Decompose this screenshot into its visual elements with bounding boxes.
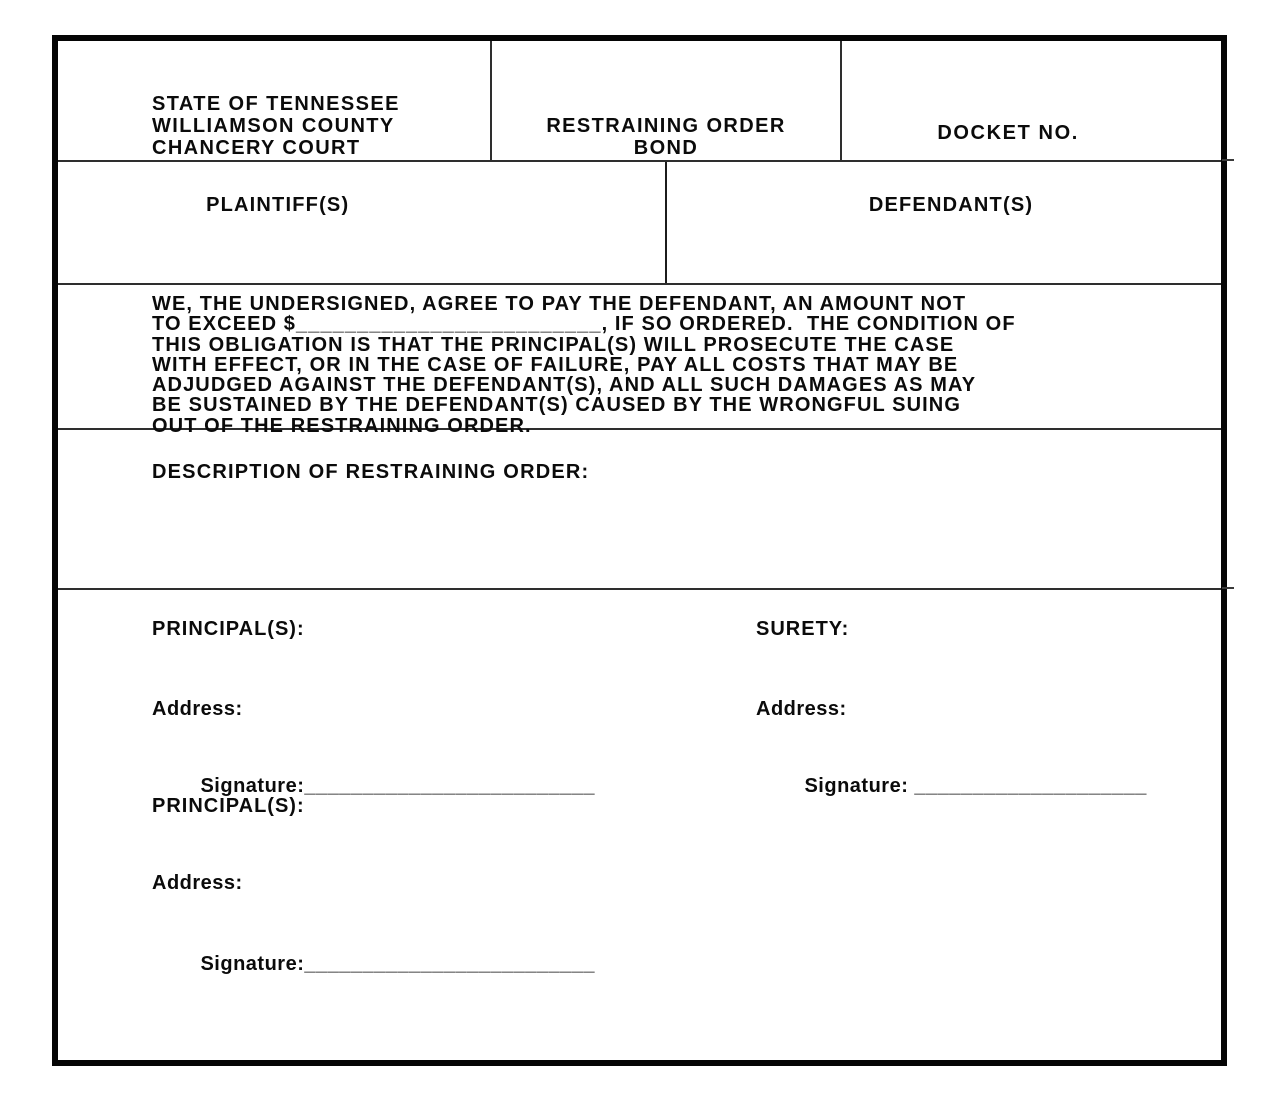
agreement-text-line: OUT OF THE RESTRAINING ORDER.: [152, 414, 532, 437]
form-title-line-2: BOND: [633, 137, 699, 159]
principal2-signature-blank: _________________________: [304, 953, 595, 975]
agreement-section: [58, 285, 1221, 437]
form-title-line-1: RESTRAINING ORDER: [546, 115, 786, 137]
plaintiff-label: PLAINTIFF(S): [206, 194, 350, 216]
principal2-address-label: Address:: [152, 872, 243, 894]
agreement-text-line: WITH EFFECT, OR IN THE CASE OF FAILURE, PAY ALL COSTS THAT MAY BE: [152, 353, 959, 376]
court-county-line: WILLIAMSON COUNTY: [152, 115, 395, 137]
surety-signature-label: Signature:: [804, 775, 915, 797]
header-row: [58, 41, 1221, 162]
docket-number-label: DOCKET NO.: [937, 122, 1079, 144]
principal2-signature-label: Signature:: [200, 953, 305, 975]
agreement-text-line: BE SUSTAINED BY THE DEFENDANT(S) CAUSED BY THE WRONGFUL SUING: [152, 394, 961, 417]
divider-overshoot-tick: [1222, 159, 1234, 161]
surety-signature-blank: ____________________: [914, 775, 1147, 797]
principal1-signature-blank: _________________________: [304, 775, 595, 797]
docket-number-cell: [842, 41, 1221, 160]
signatures-section: [58, 590, 1221, 1060]
agreement-text-line: THIS OBLIGATION IS THAT THE PRINCIPAL(S) WILL PROSECUTE THE CASE: [152, 333, 955, 356]
principal2-label: PRINCIPAL(S):: [152, 795, 305, 817]
defendant-cell: [667, 162, 1221, 283]
principal2-signature-line: [152, 930, 595, 999]
restraining-order-bond-form: [52, 35, 1227, 1066]
principal1-label: PRINCIPAL(S):: [152, 618, 305, 640]
plaintiff-cell: [58, 162, 667, 283]
form-title-cell: [492, 41, 842, 160]
court-state-line: STATE OF TENNESSEE: [152, 93, 400, 115]
surety-label: SURETY:: [756, 618, 850, 640]
parties-row: [58, 162, 1221, 285]
description-label: DESCRIPTION OF RESTRAINING ORDER:: [152, 461, 590, 483]
agreement-text-line: ADJUDGED AGAINST THE DEFENDANT(S), AND ALL SUCH DAMAGES AS MAY: [152, 374, 977, 397]
principal1-address-label: Address:: [152, 698, 243, 720]
principal1-signature-label: Signature:: [200, 775, 305, 797]
surety-signature-line: [756, 752, 1147, 821]
agreement-text-line-amount-blank: TO EXCEED $_________________________, IF SO ORDERED. THE CONDITION OF: [152, 313, 1016, 336]
surety-address-label: Address:: [756, 698, 847, 720]
agreement-text-line: WE, THE UNDERSIGNED, AGREE TO PAY THE DEFENDANT, AN AMOUNT NOT: [152, 293, 967, 315]
divider-overshoot-tick: [1222, 587, 1234, 589]
defendant-label: DEFENDANT(S): [868, 194, 1034, 216]
court-name-line: CHANCERY COURT: [152, 137, 361, 159]
court-info-cell: [58, 41, 492, 160]
description-section: [58, 430, 1221, 590]
